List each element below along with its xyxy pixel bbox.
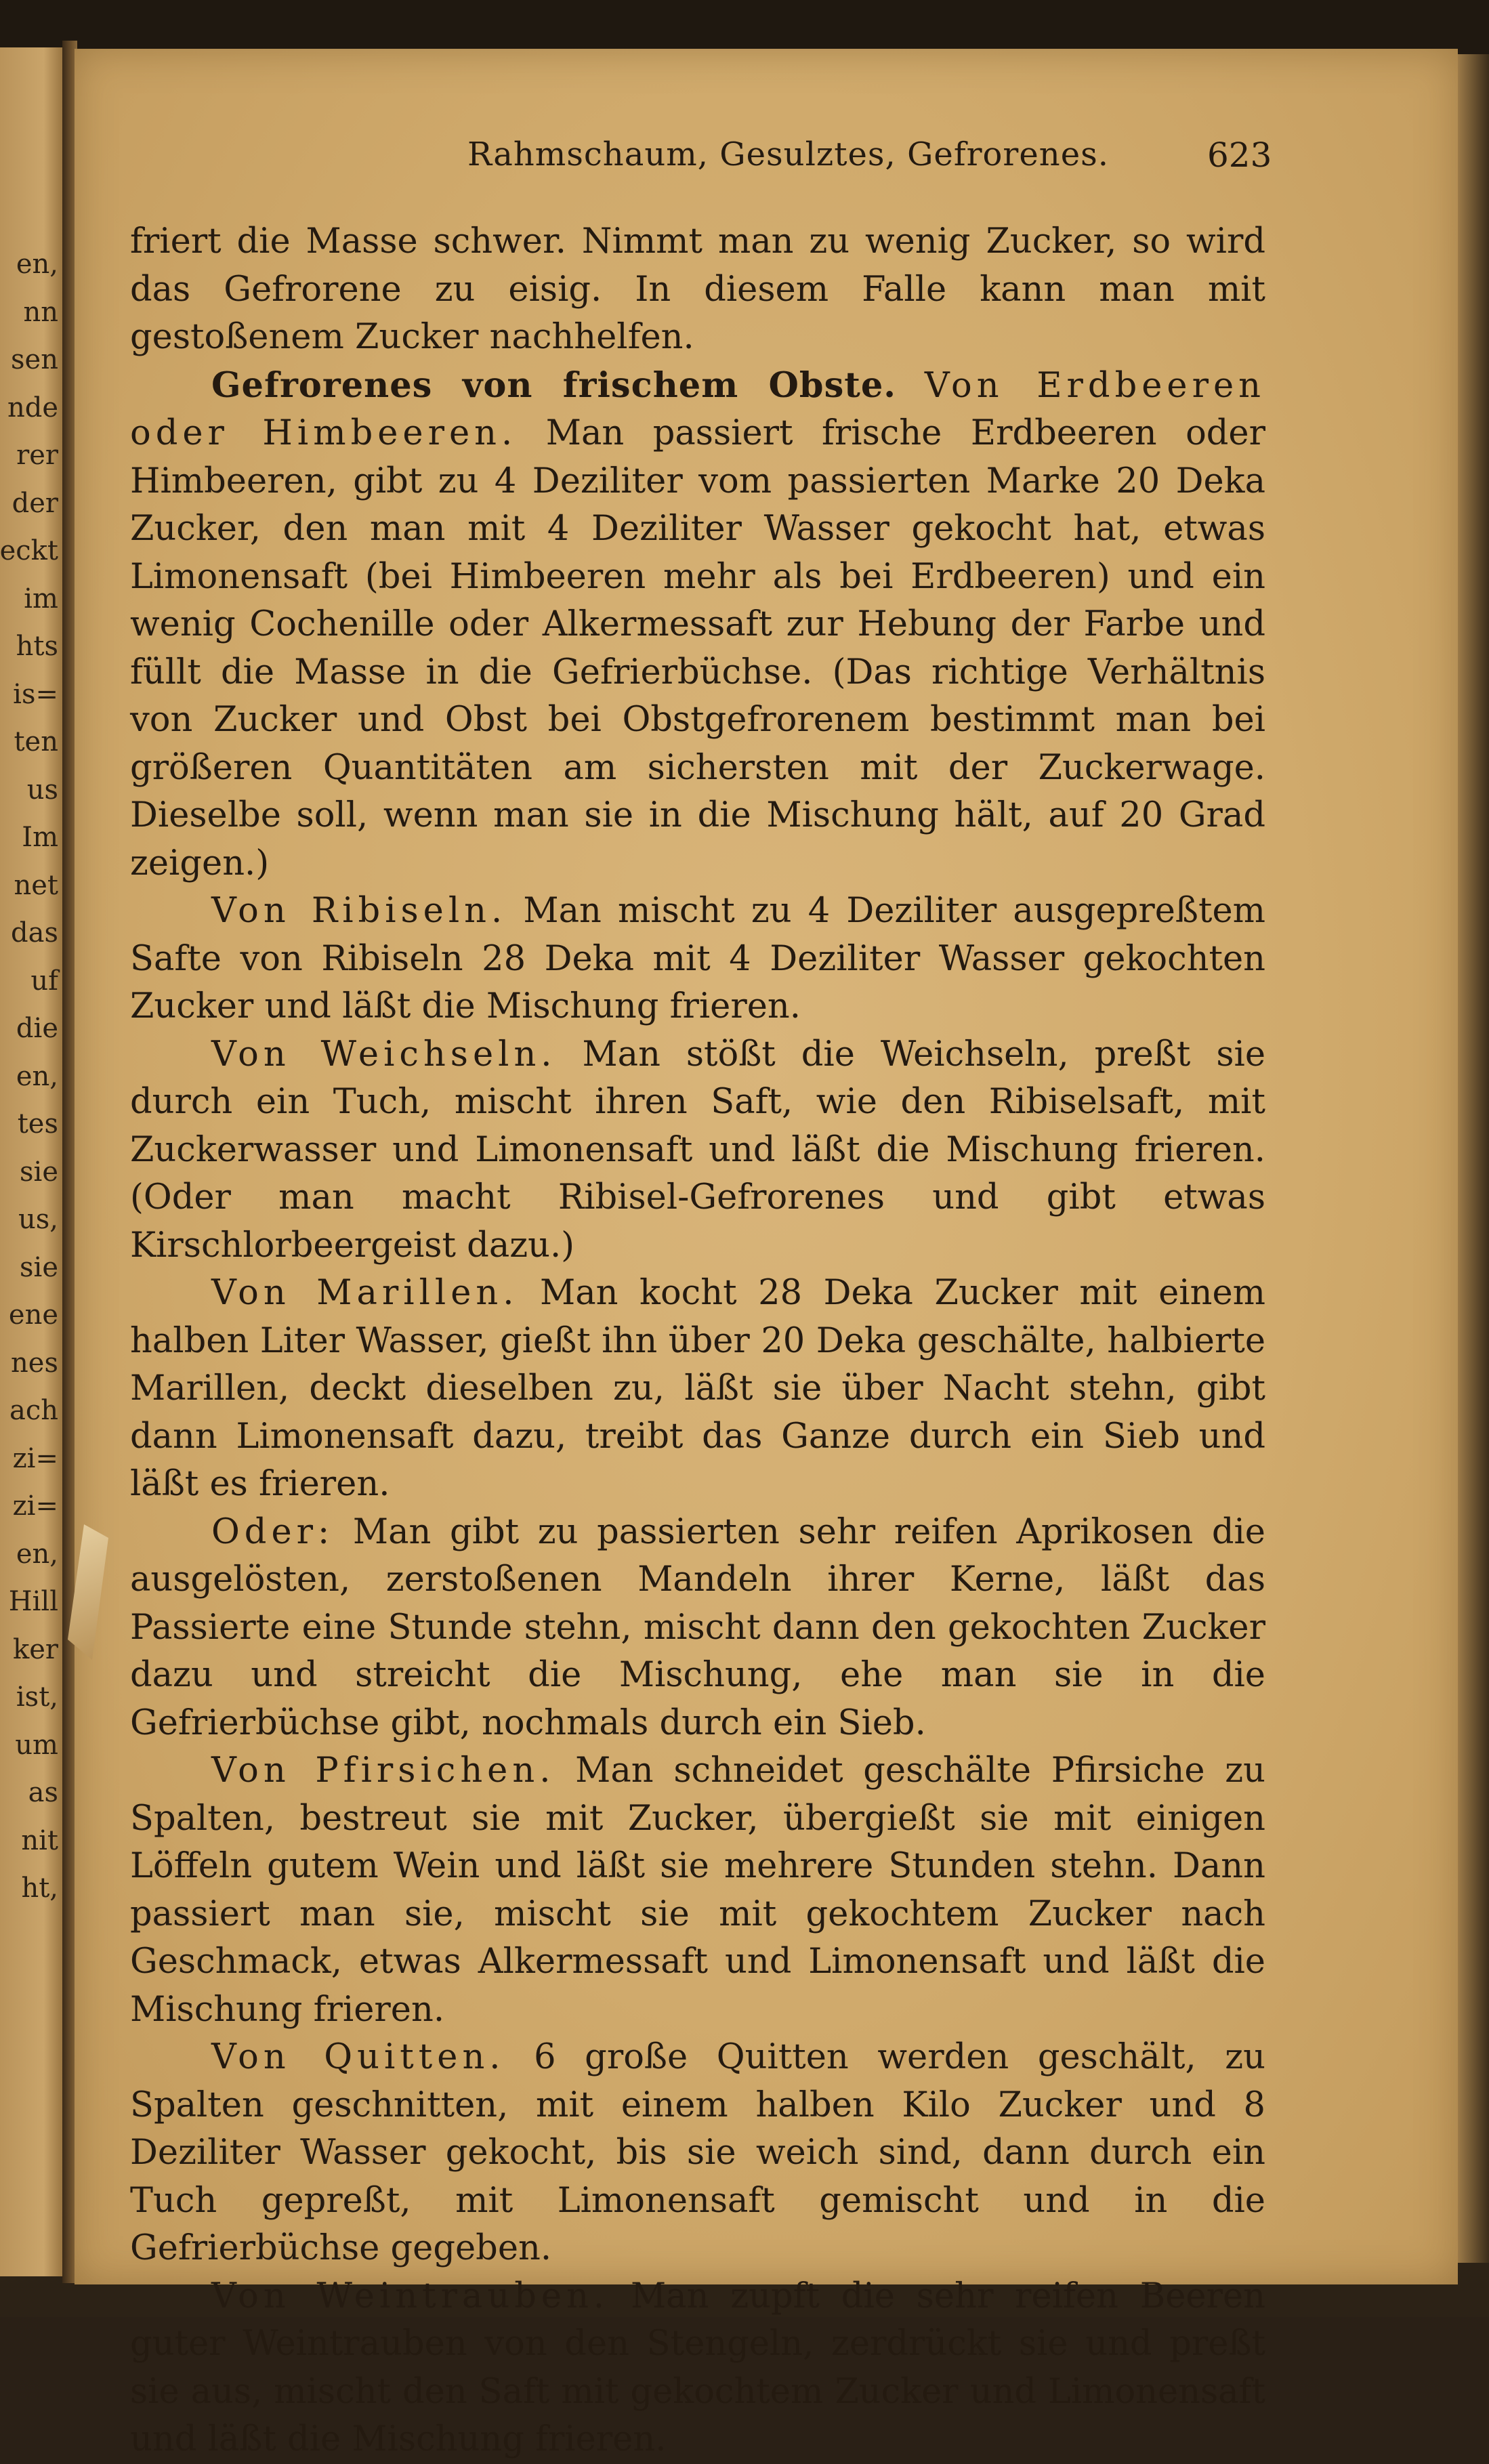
recipe-title: Von Erdbeeren oder Himbeeren. — [130, 365, 1265, 453]
paragraph — [130, 1747, 1265, 2034]
page-edge-shadow — [1458, 54, 1489, 2263]
facing-page-fragment: tes — [17, 1108, 58, 1140]
facing-page-fragment: rer — [16, 440, 58, 471]
running-title: Rahmschaum, Gesulztes, Gefrorenes. — [467, 135, 1109, 173]
facing-page-fragment: die — [16, 1013, 58, 1044]
facing-page-fragment: uf — [30, 965, 58, 997]
text-run: 6 große Quitten werden geschält, zu Spalten geschnitten, mit einem halben Kilo Zucker und 8 Deziliter Wasser gekocht, bis sie weich sind, dann durch ein Tuch gepreßt, mit Limonensaft gemischt und in die Gefrierbüchse gegeben. — [130, 2037, 1266, 2268]
facing-page-fragment: ach — [9, 1395, 58, 1426]
facing-page-fragment: sie — [20, 1156, 58, 1188]
facing-page-fragment: nde — [7, 392, 58, 423]
text-run: friert die Masse schwer. Nimmt man zu wenig Zucker, so wird das Gefrorene zu eisig. In diesem Falle kann man mit gestoßenem Zucker nachhelfen. — [130, 222, 1265, 357]
page-number: 623 — [1207, 135, 1272, 175]
facing-page-fragment: ker — [12, 1633, 58, 1665]
paragraph — [130, 1509, 1265, 1748]
facing-page-fragment: zi= — [12, 1442, 58, 1474]
facing-page-fragment: sen — [11, 344, 58, 375]
facing-page-fragment: en, — [16, 1060, 58, 1092]
recipe-title: Von Quitten. — [211, 2037, 505, 2077]
facing-page-fragment: is= — [13, 678, 58, 710]
facing-page-fragment: as — [28, 1777, 58, 1808]
text-run: Man mischt zu 4 Deziliter ausgepreßtem Safte von Ribiseln 28 Deka mit 4 Deziliter Wasser gekochten Zucker und läßt die Mischung frieren. — [130, 891, 1265, 1026]
facing-page-fragment: us, — [18, 1204, 58, 1235]
facing-page-edge — [0, 47, 62, 2276]
facing-page-fragment: nit — [21, 1824, 58, 1856]
text-run: Man schneidet geschälte Pfirsiche zu Spalten, bestreut sie mit Zucker, übergießt sie mit einigen Löffeln gutem Wein und läßt sie mehrere Stunden stehn. Dann passiert man sie, mischt sie mit gekochtem Zucker nach Geschmack, etwas Alkermessaft und Limonensaft und läßt die Mischung frieren. — [130, 1751, 1266, 2030]
facing-page-fragment: im — [24, 583, 58, 614]
text-run: Man gibt zu passierten sehr reifen Aprikosen die ausgelösten, zerstoßenen Mandeln ihrer Kerne, läßt das Passierte eine Stunde stehn, mischt dann den gekochten Zucker dazu und streicht die Mischung, ehe man sie in die Gefrierbüchse gibt, nochmals durch ein Sieb. — [130, 1511, 1265, 1743]
paragraph — [130, 1270, 1265, 1509]
facing-page-fragment: hts — [16, 631, 58, 662]
recipe-title: Von Weintrauben. — [211, 2276, 610, 2316]
facing-page-fragment: ht, — [21, 1873, 58, 1904]
page-body — [130, 218, 1265, 2464]
facing-page-fragment: ist, — [16, 1682, 58, 1713]
recipe-title: Von Ribiseln. — [211, 891, 507, 931]
facing-page-fragment: der — [12, 487, 58, 519]
text-run: Man kocht 28 Deka Zucker mit einem halben Liter Wasser, gießt ihn über 20 Deka geschälte, halbierte Marillen, deckt dieselben zu, läßt sie über Nacht stehn, gibt dann Limonensaft dazu, treibt das Ganze durch ein Sieb und läßt es frieren. — [130, 1273, 1265, 1504]
facing-page-fragment: ene — [8, 1299, 58, 1331]
facing-page-fragment: en, — [16, 1538, 58, 1570]
facing-page-fragment: zi= — [12, 1490, 58, 1522]
facing-page-fragment: um — [15, 1729, 58, 1761]
paragraph — [130, 888, 1265, 1031]
facing-page-fragment: nn — [23, 296, 58, 328]
paragraph — [130, 2273, 1265, 2464]
facing-page-fragment: sie — [20, 1251, 58, 1283]
paragraph — [130, 218, 1265, 362]
text-run: Man passiert frische Erdbeeren oder Himbeeren, gibt zu 4 Deziliter vom passierten Marke 20 Deka Zucker, den man mit 4 Deziliter Wasser gekocht hat, etwas Limonensaft (bei Himbeeren mehr als bei Erdbeeren) und ein wenig Cochenille oder Alkermessaft zur Hebung der Farbe und füllt die Masse in die Gefrierbüchse. (Das richtige Verhältnis von Zucker und Obst bei Obstgefrorenem bestimmt man bei größeren Quantitäten am sichersten mit der Zuckerwage. Dieselbe soll, wenn man sie in die Mischung hält, auf 20 Grad zeigen.) — [130, 413, 1265, 883]
facing-page-fragment: nes — [11, 1347, 58, 1379]
recipe-title: Von Weichseln. — [211, 1034, 557, 1074]
text-run — [896, 366, 925, 406]
facing-page-fragment: Hill — [8, 1586, 58, 1617]
recipe-title: Oder: — [211, 1511, 335, 1552]
facing-page-fragment: eckt — [0, 535, 58, 566]
recipe-title: Von Pfirsichen. — [211, 1751, 555, 1791]
section-heading: Gefrorenes von frischem Obste. — [211, 364, 897, 406]
facing-page-fragment: us — [26, 774, 58, 806]
facing-page-fragment: en, — [16, 249, 58, 280]
text-run: Man zupft die sehr reifen Beeren guter Weintrauben von den Stengeln, zerdrückt sie und preßt sie aus, mischt den Saft mit gekochtem Zucker und Limonensaft und läßt die Mischung frieren. — [130, 2276, 1266, 2459]
text-run: Man stößt die Weichseln, preßt sie durch ein Tuch, mischt ihren Saft, wie den Ribiselsaft, mit Zuckerwasser und Limonensaft und läßt die Mischung frieren. (Oder man macht Ribisel-Gefrorenes und gibt etwas Kirschlorbeergeist dazu.) — [130, 1034, 1266, 1266]
facing-page-fragment: net — [14, 869, 58, 901]
facing-page-fragment: das — [11, 917, 58, 948]
paragraph — [130, 2034, 1265, 2273]
facing-page-fragment: ten — [14, 726, 58, 757]
paragraph — [130, 1031, 1265, 1270]
facing-page-fragment: Im — [22, 822, 58, 853]
recipe-title: Von Marillen. — [211, 1273, 519, 1313]
paragraph — [130, 362, 1265, 888]
